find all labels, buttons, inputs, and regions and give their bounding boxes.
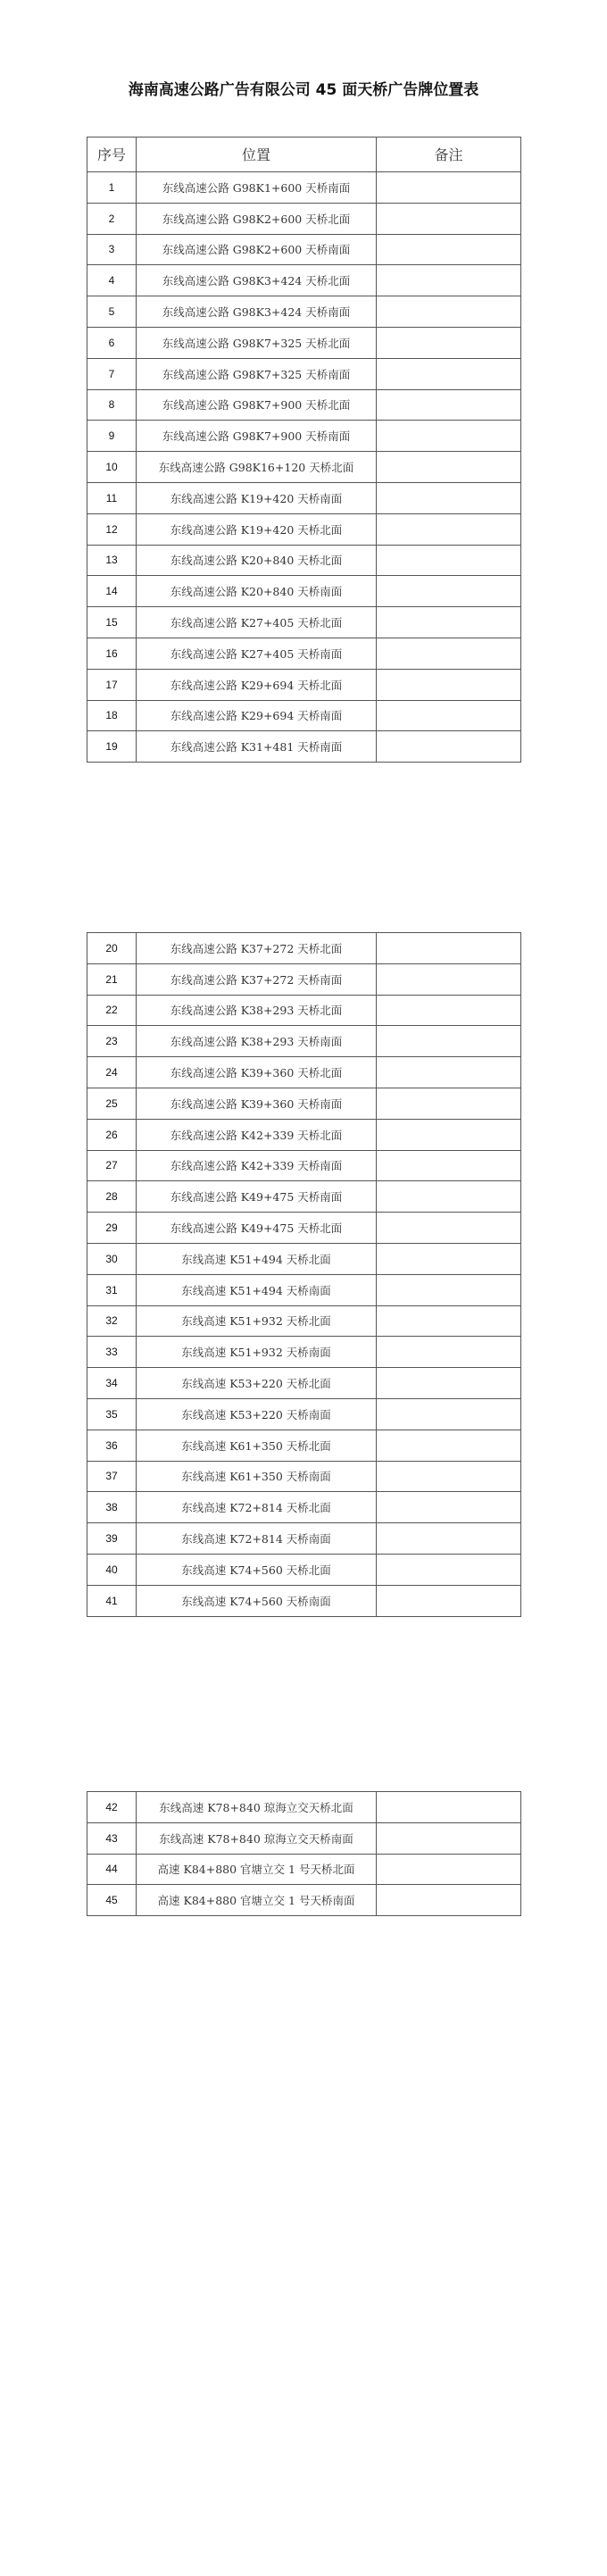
row-remarks <box>377 234 521 265</box>
row-index: 5 <box>87 296 137 328</box>
row-remarks <box>377 669 521 700</box>
row-index: 22 <box>87 995 137 1026</box>
row-index: 31 <box>87 1274 137 1305</box>
row-location: 东线高速公路 G98K3+424 天桥南面 <box>137 296 377 328</box>
table-row <box>87 1492 521 1523</box>
row-remarks <box>377 358 521 389</box>
table-row <box>87 607 521 638</box>
row-index: 29 <box>87 1213 137 1244</box>
row-index: 9 <box>87 421 137 452</box>
row-index: 20 <box>87 933 137 964</box>
row-index: 36 <box>87 1430 137 1461</box>
row-location: 东线高速公路 K31+481 天桥南面 <box>137 731 377 763</box>
table-header-row <box>87 138 521 172</box>
table-row <box>87 1181 521 1213</box>
table-row <box>87 1554 521 1585</box>
row-index: 10 <box>87 452 137 483</box>
table-row <box>87 421 521 452</box>
row-index: 35 <box>87 1398 137 1430</box>
row-index: 44 <box>87 1854 137 1885</box>
row-location: 东线高速 K78+840 琼海立交天桥南面 <box>137 1822 377 1854</box>
row-remarks <box>377 172 521 204</box>
row-remarks <box>377 296 521 328</box>
row-index: 27 <box>87 1150 137 1181</box>
row-remarks <box>377 203 521 234</box>
row-index: 2 <box>87 203 137 234</box>
table-row <box>87 265 521 296</box>
row-remarks <box>377 1885 521 1916</box>
row-location: 高速 K84+880 官塘立交 1 号天桥北面 <box>137 1854 377 1885</box>
table-row <box>87 933 521 964</box>
row-location: 东线高速公路 K38+293 天桥南面 <box>137 1026 377 1057</box>
row-index: 18 <box>87 700 137 731</box>
row-remarks <box>377 1274 521 1305</box>
row-location: 东线高速 K72+814 天桥南面 <box>137 1523 377 1555</box>
row-index: 21 <box>87 963 137 995</box>
row-location: 东线高速公路 G98K7+325 天桥北面 <box>137 327 377 358</box>
table-row <box>87 358 521 389</box>
row-index: 4 <box>87 265 137 296</box>
table-row <box>87 576 521 607</box>
row-remarks <box>377 1150 521 1181</box>
row-remarks <box>377 1368 521 1399</box>
table-row <box>87 296 521 328</box>
row-index: 45 <box>87 1885 137 1916</box>
row-remarks <box>377 265 521 296</box>
row-index: 14 <box>87 576 137 607</box>
row-remarks <box>377 1854 521 1885</box>
table-row <box>87 1274 521 1305</box>
row-index: 1 <box>87 172 137 204</box>
row-index: 34 <box>87 1368 137 1399</box>
row-location: 东线高速 K72+814 天桥北面 <box>137 1492 377 1523</box>
table-row <box>87 1398 521 1430</box>
table-row <box>87 1822 521 1854</box>
row-index: 39 <box>87 1523 137 1555</box>
row-remarks <box>377 607 521 638</box>
row-location: 东线高速公路 G98K1+600 天桥南面 <box>137 172 377 204</box>
table-row <box>87 1368 521 1399</box>
table-row <box>87 1150 521 1181</box>
billboard-table-part-3 <box>87 1791 521 1916</box>
row-index: 26 <box>87 1119 137 1150</box>
table-row <box>87 1305 521 1337</box>
row-location: 东线高速公路 K39+360 天桥南面 <box>137 1088 377 1119</box>
table-row <box>87 731 521 763</box>
row-remarks <box>377 1554 521 1585</box>
row-location: 东线高速公路 K27+405 天桥北面 <box>137 607 377 638</box>
row-location: 东线高速公路 K42+339 天桥南面 <box>137 1150 377 1181</box>
row-location: 东线高速 K74+560 天桥北面 <box>137 1554 377 1585</box>
header-location: 位置 <box>137 138 377 172</box>
row-location: 东线高速公路 G98K2+600 天桥北面 <box>137 203 377 234</box>
row-index: 30 <box>87 1243 137 1274</box>
row-remarks <box>377 1337 521 1368</box>
row-remarks <box>377 1492 521 1523</box>
table-row <box>87 638 521 669</box>
row-location: 东线高速 K51+932 天桥北面 <box>137 1305 377 1337</box>
row-remarks <box>377 1461 521 1492</box>
table-row <box>87 1430 521 1461</box>
row-remarks <box>377 731 521 763</box>
table-row <box>87 1792 521 1823</box>
row-remarks <box>377 452 521 483</box>
table-row <box>87 1461 521 1492</box>
table-row <box>87 669 521 700</box>
row-location: 东线高速 K51+494 天桥北面 <box>137 1243 377 1274</box>
table-row <box>87 1119 521 1150</box>
table-row <box>87 1088 521 1119</box>
table-row <box>87 1885 521 1916</box>
table-row <box>87 389 521 421</box>
row-location: 东线高速 K61+350 天桥南面 <box>137 1461 377 1492</box>
row-remarks <box>377 327 521 358</box>
row-remarks <box>377 700 521 731</box>
row-location: 东线高速公路 K20+840 天桥北面 <box>137 545 377 576</box>
row-location: 东线高速公路 K20+840 天桥南面 <box>137 576 377 607</box>
row-index: 19 <box>87 731 137 763</box>
row-remarks <box>377 1430 521 1461</box>
table-row <box>87 963 521 995</box>
table-row <box>87 203 521 234</box>
row-remarks <box>377 389 521 421</box>
row-remarks <box>377 1398 521 1430</box>
header-remarks: 备注 <box>377 138 521 172</box>
page-title: 海南高速公路广告有限公司 45 面天桥广告牌位置表 <box>128 81 479 99</box>
row-remarks <box>377 1088 521 1119</box>
row-index: 33 <box>87 1337 137 1368</box>
row-location: 东线高速 K78+840 琼海立交天桥北面 <box>137 1792 377 1823</box>
row-remarks <box>377 638 521 669</box>
row-index: 38 <box>87 1492 137 1523</box>
row-location: 东线高速 K53+220 天桥南面 <box>137 1398 377 1430</box>
row-index: 23 <box>87 1026 137 1057</box>
table-row <box>87 452 521 483</box>
row-remarks <box>377 1792 521 1823</box>
row-index: 3 <box>87 234 137 265</box>
row-location: 东线高速公路 K29+694 天桥南面 <box>137 700 377 731</box>
table-row <box>87 482 521 513</box>
row-remarks <box>377 1057 521 1088</box>
row-index: 11 <box>87 482 137 513</box>
row-location: 东线高速公路 K19+420 天桥南面 <box>137 482 377 513</box>
row-remarks <box>377 576 521 607</box>
table-row <box>87 1585 521 1616</box>
row-location: 东线高速公路 G98K7+325 天桥南面 <box>137 358 377 389</box>
table-row <box>87 1026 521 1057</box>
row-index: 12 <box>87 513 137 545</box>
table-row <box>87 1854 521 1885</box>
row-location: 东线高速公路 K49+475 天桥南面 <box>137 1181 377 1213</box>
row-remarks <box>377 963 521 995</box>
row-index: 37 <box>87 1461 137 1492</box>
table-row <box>87 1523 521 1555</box>
row-location: 东线高速公路 G98K3+424 天桥北面 <box>137 265 377 296</box>
table-row <box>87 1243 521 1274</box>
table-row <box>87 700 521 731</box>
table-row <box>87 327 521 358</box>
row-location: 东线高速 K53+220 天桥北面 <box>137 1368 377 1399</box>
row-remarks <box>377 545 521 576</box>
row-location: 东线高速公路 K37+272 天桥北面 <box>137 933 377 964</box>
row-remarks <box>377 1822 521 1854</box>
row-remarks <box>377 995 521 1026</box>
row-index: 15 <box>87 607 137 638</box>
row-remarks <box>377 482 521 513</box>
table-row <box>87 172 521 204</box>
header-index: 序号 <box>87 138 137 172</box>
table-row <box>87 513 521 545</box>
row-location: 东线高速 K51+494 天桥南面 <box>137 1274 377 1305</box>
row-location: 高速 K84+880 官塘立交 1 号天桥南面 <box>137 1885 377 1916</box>
row-location: 东线高速公路 K42+339 天桥北面 <box>137 1119 377 1150</box>
table-row <box>87 545 521 576</box>
row-index: 28 <box>87 1181 137 1213</box>
table-row <box>87 995 521 1026</box>
row-remarks <box>377 933 521 964</box>
row-index: 17 <box>87 669 137 700</box>
row-index: 8 <box>87 389 137 421</box>
row-index: 42 <box>87 1792 137 1823</box>
table-row <box>87 1337 521 1368</box>
row-index: 40 <box>87 1554 137 1585</box>
row-location: 东线高速 K61+350 天桥北面 <box>137 1430 377 1461</box>
billboard-table-part-1 <box>87 137 521 763</box>
row-index: 41 <box>87 1585 137 1616</box>
row-index: 25 <box>87 1088 137 1119</box>
row-location: 东线高速公路 K49+475 天桥北面 <box>137 1213 377 1244</box>
row-location: 东线高速公路 K29+694 天桥北面 <box>137 669 377 700</box>
row-location: 东线高速 K51+932 天桥南面 <box>137 1337 377 1368</box>
table-row <box>87 234 521 265</box>
row-index: 43 <box>87 1822 137 1854</box>
row-remarks <box>377 1585 521 1616</box>
row-remarks <box>377 513 521 545</box>
row-index: 24 <box>87 1057 137 1088</box>
row-location: 东线高速公路 K27+405 天桥南面 <box>137 638 377 669</box>
billboard-table-part-2 <box>87 932 521 1617</box>
row-index: 13 <box>87 545 137 576</box>
row-location: 东线高速公路 K19+420 天桥北面 <box>137 513 377 545</box>
row-location: 东线高速公路 K37+272 天桥南面 <box>137 963 377 995</box>
row-location: 东线高速公路 G98K16+120 天桥北面 <box>137 452 377 483</box>
row-location: 东线高速公路 G98K2+600 天桥南面 <box>137 234 377 265</box>
row-remarks <box>377 1213 521 1244</box>
row-location: 东线高速公路 G98K7+900 天桥南面 <box>137 421 377 452</box>
row-location: 东线高速公路 G98K7+900 天桥北面 <box>137 389 377 421</box>
row-index: 32 <box>87 1305 137 1337</box>
row-remarks <box>377 421 521 452</box>
row-index: 7 <box>87 358 137 389</box>
row-remarks <box>377 1026 521 1057</box>
row-index: 6 <box>87 327 137 358</box>
row-remarks <box>377 1119 521 1150</box>
row-remarks <box>377 1181 521 1213</box>
row-remarks <box>377 1523 521 1555</box>
row-location: 东线高速公路 K38+293 天桥北面 <box>137 995 377 1026</box>
table-row <box>87 1213 521 1244</box>
row-index: 16 <box>87 638 137 669</box>
row-location: 东线高速 K74+560 天桥南面 <box>137 1585 377 1616</box>
table-row <box>87 1057 521 1088</box>
row-location: 东线高速公路 K39+360 天桥北面 <box>137 1057 377 1088</box>
row-remarks <box>377 1243 521 1274</box>
row-remarks <box>377 1305 521 1337</box>
